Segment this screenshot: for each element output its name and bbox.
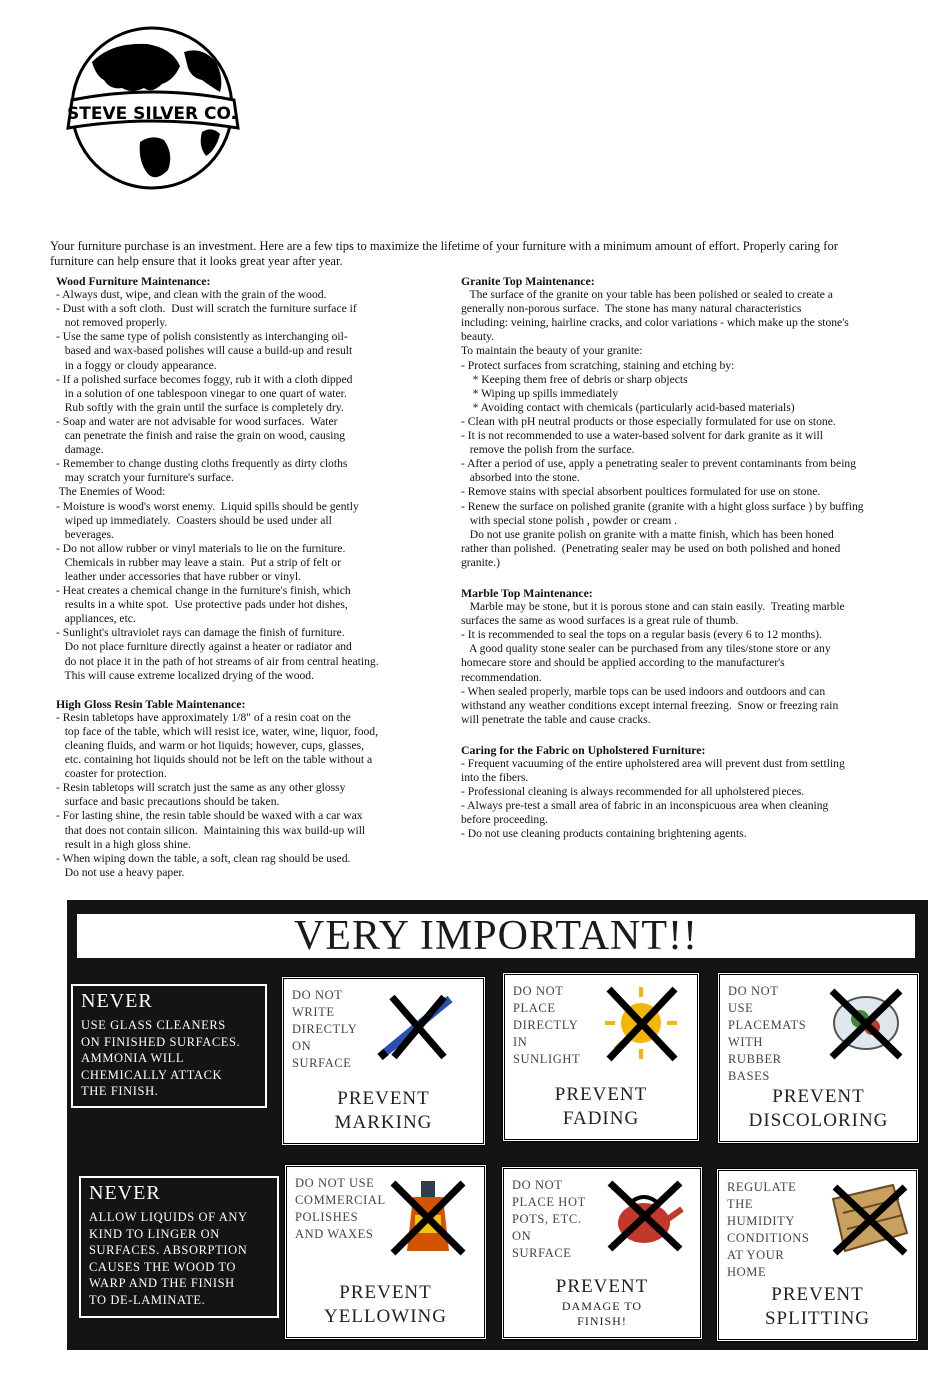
prevent-text: YELLOWING (324, 1306, 447, 1327)
text-line: DIRECTLY (513, 1018, 579, 1032)
text-line: leather under accessories that have rubber or vinyl. (56, 569, 301, 583)
globe-icon (52, 22, 252, 192)
never-box-glass-cleaners (71, 984, 267, 1108)
text-line: - If a polished surface becomes foggy, rub it with a cloth dipped (56, 372, 353, 386)
text-line: BASES (728, 1069, 770, 1083)
granite-title: Granite Top Maintenance: (461, 274, 595, 288)
text-line: HOME (727, 1265, 767, 1279)
never-box-liquids (79, 1176, 279, 1318)
company-logo (52, 22, 252, 192)
text-line: - Moisture is wood's worst enemy. Liquid spills should be gently (56, 499, 359, 513)
text-line: DO NOT (292, 988, 343, 1002)
never-text (89, 1209, 269, 1308)
text-line: RUBBER (728, 1052, 782, 1066)
text-line: CHEMICALLY ATTACK (81, 1067, 223, 1082)
text-line: into the fibers. (461, 771, 529, 785)
text-line: - After a period of use, apply a penetrating sealer to prevent contaminants from being (461, 457, 857, 471)
text-line: surface and basic precautions should be taken. (56, 795, 280, 809)
text-line: DO NOT (728, 984, 779, 998)
fabric-lines (461, 757, 931, 842)
text-line: top face of the table, which will resist ice, water, wine, liquor, food, (56, 724, 378, 738)
card-prevent-marking (281, 976, 486, 1146)
text-line: not removed properly. (56, 316, 168, 330)
card-instruction (512, 1177, 586, 1262)
text-line: ALLOW LIQUIDS OF ANY (89, 1210, 248, 1224)
text-line: Marble may be stone, but it is porous stone and can stain easily. Treating marble (461, 600, 845, 614)
text-line: DIRECTLY (292, 1022, 358, 1036)
prevent-text: PREVENT (771, 1284, 864, 1305)
intro-line: Your furniture purchase is an investment. Here are a few tips to maximize the lifetime of your furniture with a minimum amount of effort. Properly caring for (50, 239, 838, 253)
card-instruction (513, 983, 580, 1068)
text-line: CONDITIONS (727, 1231, 810, 1245)
text-line: Do not place furniture directly against a heater or radiator and (56, 640, 352, 654)
prevent-text: MARKING (334, 1112, 433, 1133)
text-line: * Wiping up spills immediately (461, 386, 619, 400)
text-line: ON (292, 1039, 312, 1053)
granite-lines (461, 288, 931, 570)
text-line: will penetrate the table and cause cracks. (461, 712, 651, 726)
wood-crossed-icon (823, 1179, 913, 1259)
resin-title: High Gloss Resin Table Maintenance: (56, 696, 246, 711)
text-line: etc. containing hot liquids should not be left on the table without a (56, 753, 373, 767)
text-line: SUNLIGHT (513, 1052, 581, 1066)
intro-paragraph (50, 239, 928, 269)
text-line: absorbed into the stone. (461, 471, 580, 485)
sun-crossed-icon (593, 983, 689, 1063)
text-line: before proceeding. (461, 813, 548, 827)
text-line: USE (728, 1001, 754, 1015)
text-line: - Remove stains with special absorbent poultices formulated for use on stone. (461, 485, 821, 499)
text-line: HUMIDITY (727, 1214, 795, 1228)
text-line: SURFACES. ABSORPTION (89, 1243, 248, 1257)
text-line: Rub softly with the grain until the surface is completely dry. (56, 400, 344, 414)
card-instruction (727, 1179, 809, 1281)
text-line: COMMERCIAL (295, 1193, 386, 1207)
text-line: granite.) (461, 555, 500, 569)
text-line: SURFACE (292, 1056, 352, 1070)
text-line: CAUSES THE WOOD TO (89, 1259, 237, 1274)
text-line: generally non-porous surface. The stone has many natural characteristics (461, 302, 802, 316)
prevent-text: PREVENT (555, 1276, 649, 1297)
prevent-text: FINISH! (577, 1314, 627, 1328)
card-prevent-label (504, 1275, 700, 1329)
prevent-text: FADING (562, 1108, 640, 1129)
fabric-title: Caring for the Fabric on Upholstered Furniture: (461, 742, 706, 757)
text-line: - Remember to change dusting cloths frequently as dirty cloths (56, 457, 348, 471)
text-line: - Sunlight's ultraviolet rays can damage the finish of furniture. (56, 626, 345, 640)
text-line: POLISHES (295, 1210, 359, 1224)
text-line: - For lasting shine, the resin table should be waxed with a car wax (56, 809, 363, 823)
text-line: - Soap and water are not advisable for wood surfaces. Water (56, 414, 338, 428)
prevent-text: DAMAGE TO (561, 1299, 643, 1313)
text-line: - Renew the surface on polished granite (granite with a hight gloss surface ) by buffing (461, 499, 864, 513)
text-line: beauty. (461, 330, 495, 344)
text-line: - Always dust, wipe, and clean with the grain of the wood. (56, 288, 327, 302)
text-line: remove the polish from the surface. (461, 443, 635, 457)
text-line: ON (512, 1229, 532, 1243)
text-line: AND WAXES (295, 1227, 374, 1241)
card-prevent-label (720, 1085, 917, 1133)
text-line: USE GLASS CLEANERS (81, 1018, 226, 1032)
text-line: - Professional cleaning is always recommended for all upholstered pieces. (461, 785, 805, 799)
text-line: AMMONIA WILL (81, 1051, 185, 1065)
plate-crossed-icon (820, 983, 910, 1063)
text-line: PLACEMATS (728, 1018, 807, 1032)
text-line: - It is recommended to seal the tops on a regular basis (every 6 to 12 months). (461, 628, 822, 642)
text-line: - Heat creates a chemical change in the furniture's finish, which (56, 584, 351, 598)
prevent-text: SPLITTING (764, 1308, 871, 1329)
text-line: rather than polished. (Penetrating sealer may be used on both polished and honed (461, 541, 841, 555)
wood-lines (56, 288, 436, 683)
text-line: REGULATE (727, 1180, 797, 1194)
wood-title: Wood Furniture Maintenance: (56, 274, 211, 288)
banner (77, 914, 915, 958)
text-line: IN (513, 1035, 528, 1049)
card-instruction (728, 983, 806, 1085)
marble-title: Marble Top Maintenance: (461, 585, 593, 600)
text-line: This will cause extreme localized drying of the wood. (56, 668, 314, 682)
text-line: in a foggy or cloudy appearance. (56, 358, 217, 372)
card-prevent-label (287, 1281, 484, 1329)
prevent-text: PREVENT (337, 1088, 430, 1109)
text-line: WARP AND THE FINISH (89, 1276, 235, 1290)
text-line: result in a high gloss shine. (56, 837, 191, 851)
kettle-crossed-icon (602, 1175, 688, 1255)
text-line: WRITE (292, 1005, 335, 1019)
card-prevent-fading (502, 972, 700, 1142)
text-line: The surface of the granite on your table has been polished or sealed to create a (461, 288, 833, 302)
text-line: * Avoiding contact with chemicals (particularly acid-based materials) (461, 400, 795, 414)
text-line: THE FINISH. (81, 1084, 159, 1098)
never-text (81, 1017, 257, 1100)
text-line: The Enemies of Wood: (56, 485, 166, 499)
text-line: PLACE (513, 1001, 556, 1015)
text-line: coaster for protection. (56, 767, 167, 781)
text-line: - Do not use cleaning products containing brightening agents. (461, 827, 747, 841)
text-line: - When wiping down the table, a soft, clean rag should be used. (56, 851, 351, 865)
text-line: damage. (56, 443, 104, 457)
intro-line: furniture can help ensure that it looks great year after year. (50, 254, 343, 268)
card-instruction (295, 1175, 386, 1243)
marble-lines (461, 600, 931, 727)
text-line: appliances, etc. (56, 612, 136, 626)
text-line: AT YOUR (727, 1248, 785, 1262)
text-line: do not place it in the path of hot streams of air from central heating. (56, 654, 379, 668)
text-line: wiped up immediately. Coasters should be used under all (56, 513, 332, 527)
text-line: - Resin tabletops have approximately 1/8" of a resin coat on the (56, 710, 351, 724)
card-prevent-discoloring (717, 972, 920, 1144)
card-prevent-splitting (716, 1168, 919, 1342)
text-line: TO DE-LAMINATE. (89, 1292, 206, 1307)
banner-title: VERY IMPORTANT!! (293, 913, 699, 959)
never-heading: NEVER (89, 1182, 161, 1204)
text-line: SURFACE (512, 1246, 572, 1260)
text-line: - Do not allow rubber or vinyl materials to lie on the furniture. (56, 541, 346, 555)
logo-text: STEVE SILVER CO. (67, 104, 237, 124)
text-line: - Use the same type of polish consistently as interchanging oil- (56, 330, 348, 344)
text-line: DO NOT (513, 984, 564, 998)
text-line: homecare store and should be applied according to the manufacturer's (461, 656, 785, 670)
very-important-poster (67, 900, 928, 1350)
text-line: Do not use granite polish on granite with a matte finish, which has been honed (461, 527, 834, 541)
text-line: WITH (728, 1035, 764, 1049)
card-prevent-label (284, 1087, 483, 1135)
text-line: - Dust with a soft cloth. Dust will scratch the furniture surface if (56, 302, 357, 316)
text-line: - When sealed properly, marble tops can be used indoors and outdoors and can (461, 684, 826, 698)
text-line: - It is not recommended to use a water-based solvent for dark granite as it will (461, 429, 823, 443)
text-line: with special stone polish , powder or cream . (461, 513, 678, 527)
text-line: KIND TO LINGER ON (89, 1226, 220, 1241)
text-line: A good quality stone sealer can be purchased from any tiles/stone store or any (461, 642, 831, 656)
resin-lines (56, 711, 436, 880)
text-line: in a solution of one tablespoon vinegar to one quart of water. (56, 386, 347, 400)
card-prevent-label (719, 1283, 916, 1331)
text-line: recommendation. (461, 670, 542, 684)
text-line: may scratch your furniture's surface. (56, 471, 234, 485)
card-instruction (292, 987, 357, 1072)
text-line: - Frequent vacuuming of the entire upholstered area will prevent dust from settling (461, 757, 845, 770)
card-prevent-damage (501, 1166, 703, 1340)
text-line: PLACE HOT (512, 1195, 586, 1209)
prevent-text: PREVENT (554, 1084, 648, 1105)
text-line: - Clean with pH neutral products or those especially formulated for use on stone. (461, 414, 836, 428)
text-line: surfaces the same as wood surfaces is a great rule of thumb. (461, 614, 739, 628)
text-line: DO NOT (512, 1178, 563, 1192)
text-line: beverages. (56, 527, 114, 541)
card-prevent-yellowing (284, 1164, 487, 1340)
prevent-text: DISCOLORING (748, 1110, 889, 1131)
text-line: that does not contain silicon. Maintaining this wax build-up will (56, 823, 366, 837)
card-prevent-label (505, 1083, 697, 1131)
text-line: - Protect surfaces from scratching, staining and etching by: (461, 358, 735, 372)
text-line: - Always pre-test a small area of fabric in an inconspicuous area when cleaning (461, 799, 829, 813)
polish-bottle-crossed-icon (383, 1173, 473, 1259)
text-line: - Resin tabletops will scratch just the same as any other glossy (56, 781, 346, 795)
text-line: withstand any weather conditions except internal freezing. Snow or freezing rain (461, 698, 839, 712)
text-line: Chemicals in rubber may leave a stain. Put a strip of felt or (56, 555, 341, 569)
left-column (56, 274, 436, 880)
text-line: based and wax-based polishes will cause a build-up and result (56, 344, 353, 358)
text-line: DO NOT USE (295, 1176, 375, 1190)
text-line: ON FINISHED SURFACES. (81, 1034, 241, 1049)
text-line: including: veining, hairline cracks, and color variations - which make up the stone's (461, 316, 849, 330)
text-line: cleaning fluids, and warm or hot liquids; however, cups, glasses, (56, 739, 364, 752)
text-line: * Keeping them free of debris or sharp objects (461, 372, 688, 386)
text-line: results in a white spot. Use protective pads under hot dishes, (56, 598, 348, 612)
prevent-text: PREVENT (772, 1086, 865, 1107)
text-line: POTS, ETC. (512, 1212, 582, 1226)
never-heading: NEVER (81, 990, 153, 1012)
text-line: Do not use a heavy paper. (56, 865, 185, 879)
text-line: To maintain the beauty of your granite: (461, 344, 643, 358)
right-column (461, 274, 931, 842)
pen-crossed-icon (362, 989, 462, 1065)
text-line: can penetrate the finish and raise the grain on wood, causing (56, 429, 346, 443)
text-line: THE (727, 1197, 754, 1211)
prevent-text: PREVENT (339, 1282, 432, 1303)
